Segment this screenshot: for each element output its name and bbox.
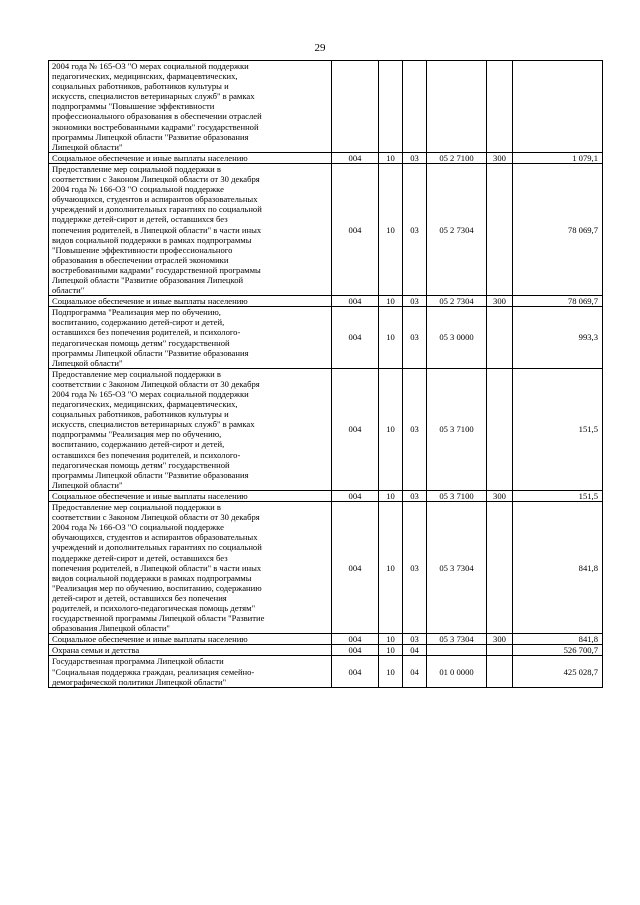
target-article-cell: 05 3 0000	[427, 307, 487, 369]
department-code-cell: 004	[332, 368, 379, 490]
amount-cell: 841,8	[513, 634, 603, 645]
description-cell: 2004 года № 165-ОЗ "О мерах социальной поддержки педагогических, медицинских, фармацевтических, социальных работников, работников культуры и искусств, специалистов ветеринарных служб" в рамках подпрограммы "Повышение эффективности профессионального образования в обеспечении отраслей экономики востребованными кадрами" государственной программы Липецкой области "Развитие образования Липецкой области"	[49, 61, 332, 153]
description-cell: Охрана семьи и детства	[49, 645, 332, 656]
table-row	[49, 61, 603, 153]
description-cell: Социальное обеспечение и иные выплаты населению	[49, 490, 332, 501]
description-cell: Предоставление мер социальной поддержки в соответствии с Законом Липецкой области от 30 декабря 2004 года № 166-ОЗ "О социальной поддержке обучающихся, студентов и аспирантов образовательных учреждений и дополнительных гарантиях по социальной поддержке детей-сирот и детей, оставшихся без попечения родителей, в Липецкой области" в части иных видов социальной поддержки в рамках подпрограммы "Реализация мер по обучению, воспитанию, содержанию детей-сирот и детей, оставшихся без попечения родителей, и психолого-педагогическая помощь детям" государственной программы Липецкой области "Развитие образования Липецкой области"	[49, 502, 332, 634]
table-row	[49, 296, 603, 307]
section-code-cell: 10	[379, 296, 403, 307]
amount-cell: 1 079,1	[513, 152, 603, 163]
description-cell: Социальное обеспечение и иные выплаты населению	[49, 296, 332, 307]
department-code-cell: 004	[332, 152, 379, 163]
section-code-cell: 10	[379, 152, 403, 163]
amount-cell: 841,8	[513, 502, 603, 634]
table-row	[49, 656, 603, 687]
page-number: 29	[314, 42, 326, 54]
budget-table	[48, 60, 603, 688]
expense-type-cell	[487, 368, 513, 490]
section-code-cell: 10	[379, 307, 403, 369]
department-code-cell: 004	[332, 656, 379, 687]
table-row	[49, 645, 603, 656]
amount-cell: 78 069,7	[513, 163, 603, 295]
section-code-cell	[379, 61, 403, 153]
expense-type-cell: 300	[487, 296, 513, 307]
department-code-cell: 004	[332, 163, 379, 295]
subsection-code-cell: 03	[403, 368, 427, 490]
section-code-cell: 10	[379, 645, 403, 656]
department-code-cell: 004	[332, 490, 379, 501]
expense-type-cell: 300	[487, 490, 513, 501]
amount-cell: 993,3	[513, 307, 603, 369]
amount-cell: 425 028,7	[513, 656, 603, 687]
target-article-cell: 05 3 7100	[427, 490, 487, 501]
table-row	[49, 307, 603, 369]
department-code-cell: 004	[332, 645, 379, 656]
description-cell: Социальное обеспечение и иные выплаты населению	[49, 634, 332, 645]
department-code-cell: 004	[332, 307, 379, 369]
department-code-cell	[332, 61, 379, 153]
subsection-code-cell: 03	[403, 634, 427, 645]
target-article-cell: 01 0 0000	[427, 656, 487, 687]
target-article-cell	[427, 645, 487, 656]
section-code-cell: 10	[379, 368, 403, 490]
section-code-cell: 10	[379, 163, 403, 295]
target-article-cell: 05 3 7304	[427, 502, 487, 634]
target-article-cell: 05 3 7304	[427, 634, 487, 645]
subsection-code-cell: 03	[403, 152, 427, 163]
expense-type-cell	[487, 656, 513, 687]
table-row	[49, 163, 603, 295]
table-row	[49, 634, 603, 645]
description-cell: Подпрограмма "Реализация мер по обучению, воспитанию, содержанию детей-сирот и детей, оставшихся без попечения родителей, и психолого- педагогическая помощь детям" государственной программы Липецкой области "Развитие образования Липецкой области"	[49, 307, 332, 369]
amount-cell: 151,5	[513, 490, 603, 501]
department-code-cell: 004	[332, 296, 379, 307]
target-article-cell: 05 2 7100	[427, 152, 487, 163]
subsection-code-cell: 03	[403, 296, 427, 307]
subsection-code-cell: 03	[403, 490, 427, 501]
amount-cell: 526 700,7	[513, 645, 603, 656]
subsection-code-cell	[403, 61, 427, 153]
description-cell: Предоставление мер социальной поддержки в соответствии с Законом Липецкой области от 30 декабря 2004 года № 166-ОЗ "О социальной поддержке обучающихся, студентов и аспирантов образовательных учреждений и дополнительных гарантиях по социальной поддержке детей-сирот и детей, оставшихся без попечения родителей, в Липецкой области" в части иных видов социальной поддержки в рамках подпрограммы "Повышение эффективности профессионального образования в обеспечении отраслей экономики востребованными кадрами" государственной программы Липецкой области "Развитие образования Липецкой области"	[49, 163, 332, 295]
target-article-cell: 05 3 7100	[427, 368, 487, 490]
amount-cell	[513, 61, 603, 153]
subsection-code-cell: 03	[403, 502, 427, 634]
expense-type-cell: 300	[487, 152, 513, 163]
subsection-code-cell: 04	[403, 645, 427, 656]
amount-cell: 151,5	[513, 368, 603, 490]
section-code-cell: 10	[379, 634, 403, 645]
target-article-cell: 05 2 7304	[427, 163, 487, 295]
table-row	[49, 368, 603, 490]
section-code-cell: 10	[379, 502, 403, 634]
section-code-cell: 10	[379, 656, 403, 687]
table-row	[49, 502, 603, 634]
target-article-cell: 05 2 7304	[427, 296, 487, 307]
subsection-code-cell: 03	[403, 307, 427, 369]
expense-type-cell: 300	[487, 634, 513, 645]
table-row	[49, 490, 603, 501]
expense-type-cell	[487, 307, 513, 369]
description-cell: Государственная программа Липецкой области "Социальная поддержка граждан, реализация семейно- демографической политики Липецкой области"	[49, 656, 332, 687]
department-code-cell: 004	[332, 634, 379, 645]
department-code-cell: 004	[332, 502, 379, 634]
subsection-code-cell: 04	[403, 656, 427, 687]
expense-type-cell	[487, 645, 513, 656]
table-row	[49, 152, 603, 163]
expense-type-cell	[487, 502, 513, 634]
target-article-cell	[427, 61, 487, 153]
expense-type-cell	[487, 163, 513, 295]
expense-type-cell	[487, 61, 513, 153]
amount-cell: 78 069,7	[513, 296, 603, 307]
subsection-code-cell: 03	[403, 163, 427, 295]
section-code-cell: 10	[379, 490, 403, 501]
description-cell: Социальное обеспечение и иные выплаты населению	[49, 152, 332, 163]
description-cell: Предоставление мер социальной поддержки в соответствии с Законом Липецкой области от 30 декабря 2004 года № 165-ОЗ "О мерах социальной поддержки педагогических, медицинских, фармацевтических, социальных работников, работников культуры и искусств, специалистов ветеринарных служб" в рамках подпрограммы "Реализация мер по обучению, воспитанию, содержанию детей-сирот и детей, оставшихся без попечения родителей, и психолого- педагогическая помощь детям" государственной программы Липецкой области "Развитие образования Липецкой области"	[49, 368, 332, 490]
